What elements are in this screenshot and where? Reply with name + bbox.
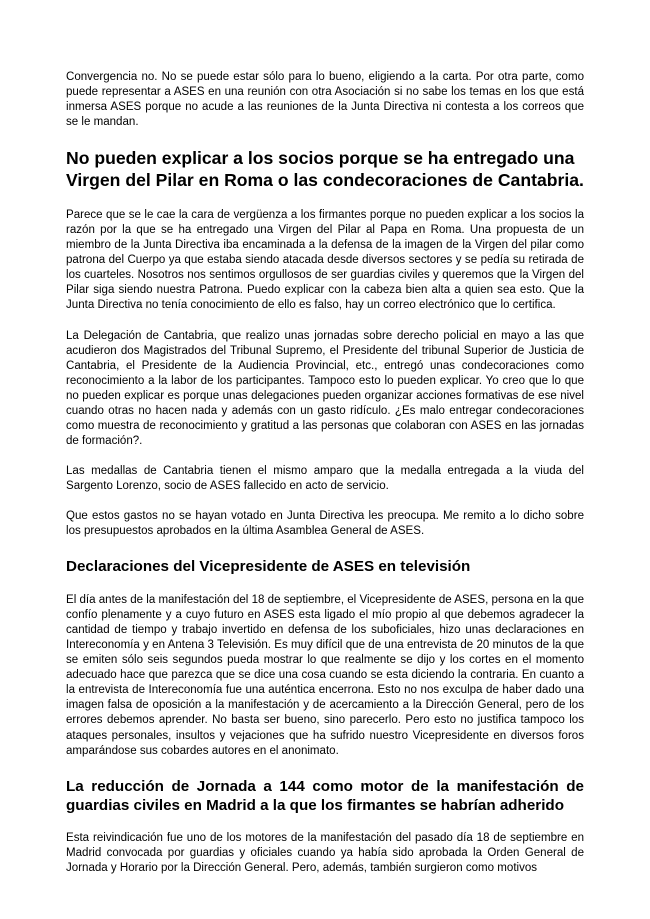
- paragraph-delegacion-cantabria: La Delegación de Cantabria, que realizo unas jornadas sobre derecho policial en mayo a las que acudieron dos Magistrados del Tribunal Supremo, el Presidente del tribunal Superior de Justicia de Cantabria, el Presidente de la Audiencia Provincial, etc., entregó unas condecoraciones como reconocimiento a la labor de los participantes. Tampoco esto lo pueden explicar. Yo creo que lo que no pueden explicar es porque unas delegaciones pueden organizar acciones formativas de ese nivel cuando otras no hacen nada y además con un gasto ridículo. ¿Es malo entregar condecoraciones como muestra de reconocimiento y gratitud a las personas que colaboran con ASES en las jornadas de formación?.: [66, 329, 584, 447]
- paragraph-medallas: Las medallas de Cantabria tienen el mismo amparo que la medalla entregada a la viuda del Sargento Lorenzo, socio de ASES fallecido en acto de servicio.: [66, 464, 584, 492]
- paragraph-vicepresidente: El día antes de la manifestación del 18 de septiembre, el Vicepresidente de ASES, persona en la que confío plenamente y a cuyo futuro en ASES esta ligado el mío propio al que debemos agradecer la cantidad de tiempo y trabajo invertido en defensa de los suboficiales, hizo unas declaraciones en Intereconomía y en Antena 3 Televisión. Es muy difícil que de una entrevista de 20 minutos de la que se emiten sólo seis segundos pueda mostrar lo que realmente se dijo y los cortes en el momento adecuado hace que parezca que se dice una cosa cuando se esta diciendo la contraria. En cuanto a la entrevista de Intereconomía fue una auténtica encerrona. Esto no nos exculpa de haber dado una imagen falsa de oposición a la manifestación y de acercamiento a la Dirección General, pero de los errores debemos aprender. No basta ser bueno, sino parecerlo. Pero esto no justifica tampoco los ataques personales, insultos y vejaciones que ha sufrido nuestro Vicepresidente en diversos foros amparándose sus cobardes autores en el anonimato.: [66, 594, 584, 757]
- paragraph-virgen-del-pilar: Parece que se le cae la cara de vergüenza a los firmantes porque no pueden explicar a los socios la razón por la que se ha entregado una Virgen del Pilar al Papa en Roma. Una propuesta de un miembro de la Junta Directiva iba encaminada a la defensa de la imagen de la Virgen del pilar como patrona del Cuerpo ya que estaba siendo atacada desde diversos sectores y se pedía su retirada de los cuarteles. Nosotros nos sentimos orgullosos de ser guardias civiles y queremos que la Virgen del Pilar siga siendo nuestra Patrona. Puedo explicar con la cabeza bien alta a quien sea esto. Que la Junta Directiva no tenía conocimiento de ello es falso, hay un correo electrónico que lo certifica.: [66, 209, 584, 312]
- paragraph-gastos: Que estos gastos no se hayan votado en Junta Directiva les preocupa. Me remito a lo dicho sobre los presupuestos aprobados en la última Asamblea General de ASES.: [66, 509, 584, 538]
- paragraph-intro: Convergencia no. No se puede estar sólo para lo bueno, eligiendo a la carta. Por otra parte, como puede representar a ASES en una reunión con otra Asociación si no sabe los temas en los que está inmersa ASES porque no acude a las reuniones de la Junta Directiva ni contesta a los correos que se le mandan.: [66, 71, 584, 129]
- paragraph-jornada: Esta reivindicación fue uno de los motores de la manifestación del pasado día 18 de septiembre en Madrid convocada por guardias y oficiales cuando ya había sido aprobada la Orden General de Jornada y Horario por la Dirección General. Pero, además, también surgieron como motivos: [66, 831, 584, 874]
- heading-virgen-cantabria: No pueden explicar a los socios porque se ha entregado una Virgen del Pilar en Roma o las condecoraciones de Cantabria.: [66, 148, 584, 191]
- heading-declaraciones-vicepresidente: Declaraciones del Vicepresidente de ASES en televisión: [66, 558, 471, 576]
- heading-reduccion-jornada: La reducción de Jornada a 144 como motor de la manifestación de guardias civiles en Madrid a la que los firmantes se habrían adherido: [66, 777, 584, 814]
